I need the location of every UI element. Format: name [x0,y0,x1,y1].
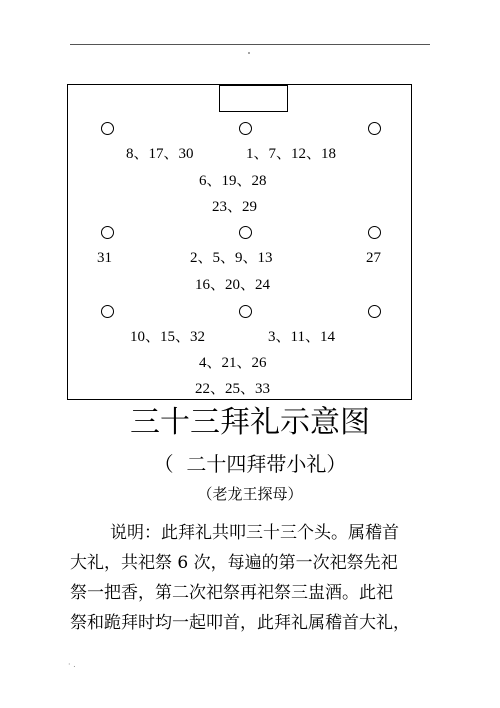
order-numbers-left: 8、17、30 [126,146,194,162]
position-circle [368,122,381,135]
order-numbers-right: 3、11、14 [268,329,335,345]
paragraph-line: 祭和跪拜时均一起叩首，此拜礼属稽首大礼， [70,613,410,633]
order-numbers: 6、19、28 [199,173,267,189]
paragraph-line: 祭一把香，第二次祀祭再祀祭三盅酒。此祀 [70,583,393,603]
order-numbers: 16、20、24 [195,277,271,293]
position-circle [101,305,114,318]
paragraph-line: 大礼，共祀祭 6 次，每遍的第一次祀祭先祀 [70,553,398,573]
position-circle [239,226,252,239]
order-numbers-left: 31 [97,250,112,266]
position-circle [368,305,381,318]
paragraph-line: 说明：此拜礼共叩三十三个头。属稽首 [110,523,399,543]
header-rule [70,44,430,45]
altar-box [219,85,288,112]
order-numbers-right: 27 [366,250,381,266]
order-numbers: 23、29 [212,199,258,215]
page-title: 三十三拜礼示意图 [130,405,370,440]
order-numbers-center: 2、5、9、13 [190,250,273,266]
order-numbers-left: 10、15、32 [130,329,206,345]
position-circle [239,122,252,135]
position-circle [101,122,114,135]
footer-mark: · . [68,660,76,669]
page-subsubtitle: （老龙王探母） [197,485,303,503]
order-numbers-right: 1、7、12、18 [246,146,337,162]
order-numbers: 22、25、33 [195,381,271,397]
header-dot [248,52,250,54]
position-circle [101,226,114,239]
page-subtitle: （ 二十四拜带小礼） [153,452,347,476]
order-numbers: 4、21、26 [199,355,267,371]
position-circle [239,305,252,318]
position-circle [368,226,381,239]
